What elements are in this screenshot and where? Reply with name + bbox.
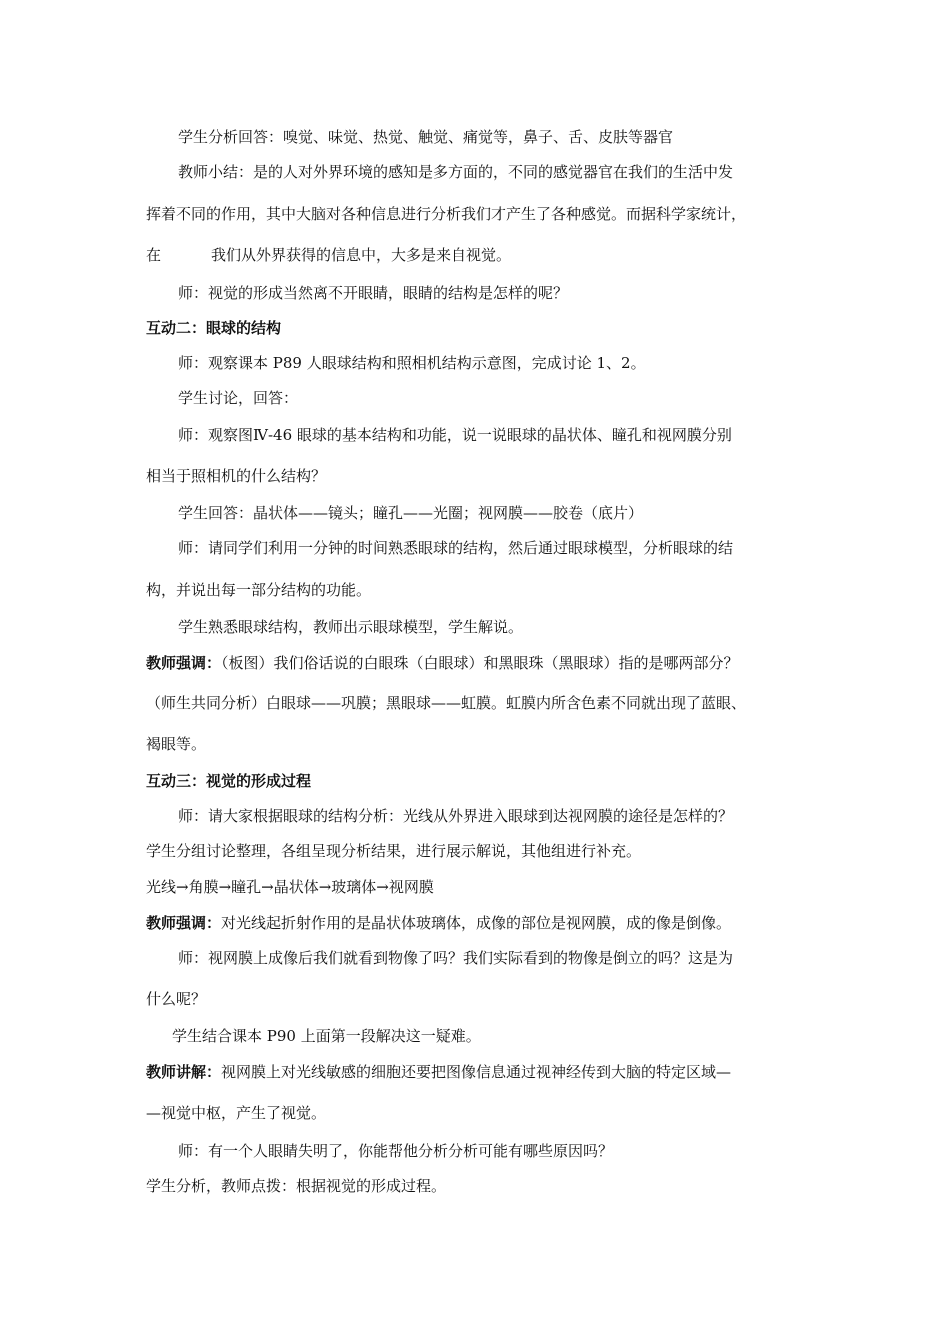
- paragraph-line: 学生讨论，回答：: [178, 389, 299, 407]
- emphasis-label: 教师强调：: [146, 914, 222, 932]
- paragraph-line: 构，并说出每一部分结构的功能。: [146, 581, 372, 599]
- paragraph-line: 什么呢？: [146, 990, 207, 1008]
- line-fragment: （板图）我们俗话说的白眼珠（白眼球）和黑眼珠（黑眼球）指的是哪两部分？: [221, 654, 739, 672]
- paragraph-line: [146, 244, 511, 266]
- paragraph-line: 师：观察课本 P89 人眼球结构和照相机结构示意图，完成讨论 1、2。: [178, 354, 646, 372]
- line-fragment: 视网膜上对光线敏感的细胞还要把图像信息通过视神经传到大脑的特定区域—: [221, 1063, 732, 1081]
- paragraph-line: 师：观察图Ⅳ-46 眼球的基本结构和功能，说一说眼球的晶状体、瞳孔和视网膜分别: [178, 426, 732, 444]
- paragraph-line: 学生熟悉眼球结构，教师出示眼球模型，学生解说。: [178, 618, 524, 636]
- paragraph-line: 光线→角膜→瞳孔→晶状体→玻璃体→视网膜: [146, 878, 434, 896]
- paragraph-line: —视觉中枢，产生了视觉。: [146, 1104, 327, 1122]
- paragraph-line: 相当于照相机的什么结构？: [146, 467, 327, 485]
- paragraph-line: 师：视觉的形成当然离不开眼睛，眼睛的结构是怎样的呢？: [178, 284, 569, 302]
- paragraph-line: 师：请大家根据眼球的结构分析：光线从外界进入眼球到达视网膜的途径是怎样的？: [178, 807, 734, 825]
- paragraph-line: 教师小结：是的人对外界环境的感知是多方面的，不同的感觉器官在我们的生活中发: [178, 163, 734, 181]
- paragraph-line: 褐眼等。: [146, 735, 207, 753]
- paragraph-line: 师：有一个人眼睛失明了，你能帮他分析分析可能有哪些原因吗？: [178, 1142, 614, 1160]
- paragraph-line: 学生回答：晶状体——镜头；瞳孔——光圈；视网膜——胶卷（底片）: [178, 504, 644, 522]
- line-fragment: 我们从外界获得的信息中，大多是来自视觉。: [211, 246, 512, 264]
- paragraph-line: 师：视网膜上成像后我们就看到物像了吗？我们实际看到的物像是倒立的吗？这是为: [178, 949, 734, 967]
- line-fragment: 在: [146, 246, 162, 264]
- paragraph-line: 师：请同学们利用一分钟的时间熟悉眼球的结构，然后通过眼球模型，分析眼球的结: [178, 539, 734, 557]
- paragraph-line: [146, 652, 739, 674]
- paragraph-line: 学生分析回答：嗅觉、味觉、热觉、触觉、痛觉等，鼻子、舌、皮肤等器官: [178, 128, 674, 146]
- paragraph-line: [146, 912, 731, 934]
- section-heading: 互动三：视觉的形成过程: [146, 772, 312, 790]
- paragraph-line: 学生结合课本 P90 上面第一段解决这一疑难。: [172, 1027, 481, 1045]
- paragraph-line: [146, 1061, 731, 1083]
- paragraph-line: 挥着不同的作用，其中大脑对各种信息进行分析我们才产生了各种感觉。而据科学家统计，: [146, 205, 747, 223]
- paragraph-line: 学生分组讨论整理，各组呈现分析结果，进行展示解说，其他组进行补充。: [146, 842, 642, 860]
- emphasis-label: 教师强调：: [146, 654, 222, 672]
- paragraph-line: 学生分析，教师点拨：根据视觉的形成过程。: [146, 1177, 447, 1195]
- line-fragment: 对光线起折射作用的是晶状体玻璃体，成像的部位是视网膜，成的像是倒像。: [221, 914, 732, 932]
- paragraph-line: （师生共同分析）白眼球——巩膜；黑眼球——虹膜。虹膜内所含色素不同就出现了蓝眼、: [146, 694, 747, 712]
- section-heading: 互动二：眼球的结构: [146, 319, 282, 337]
- emphasis-label: 教师讲解：: [146, 1063, 222, 1081]
